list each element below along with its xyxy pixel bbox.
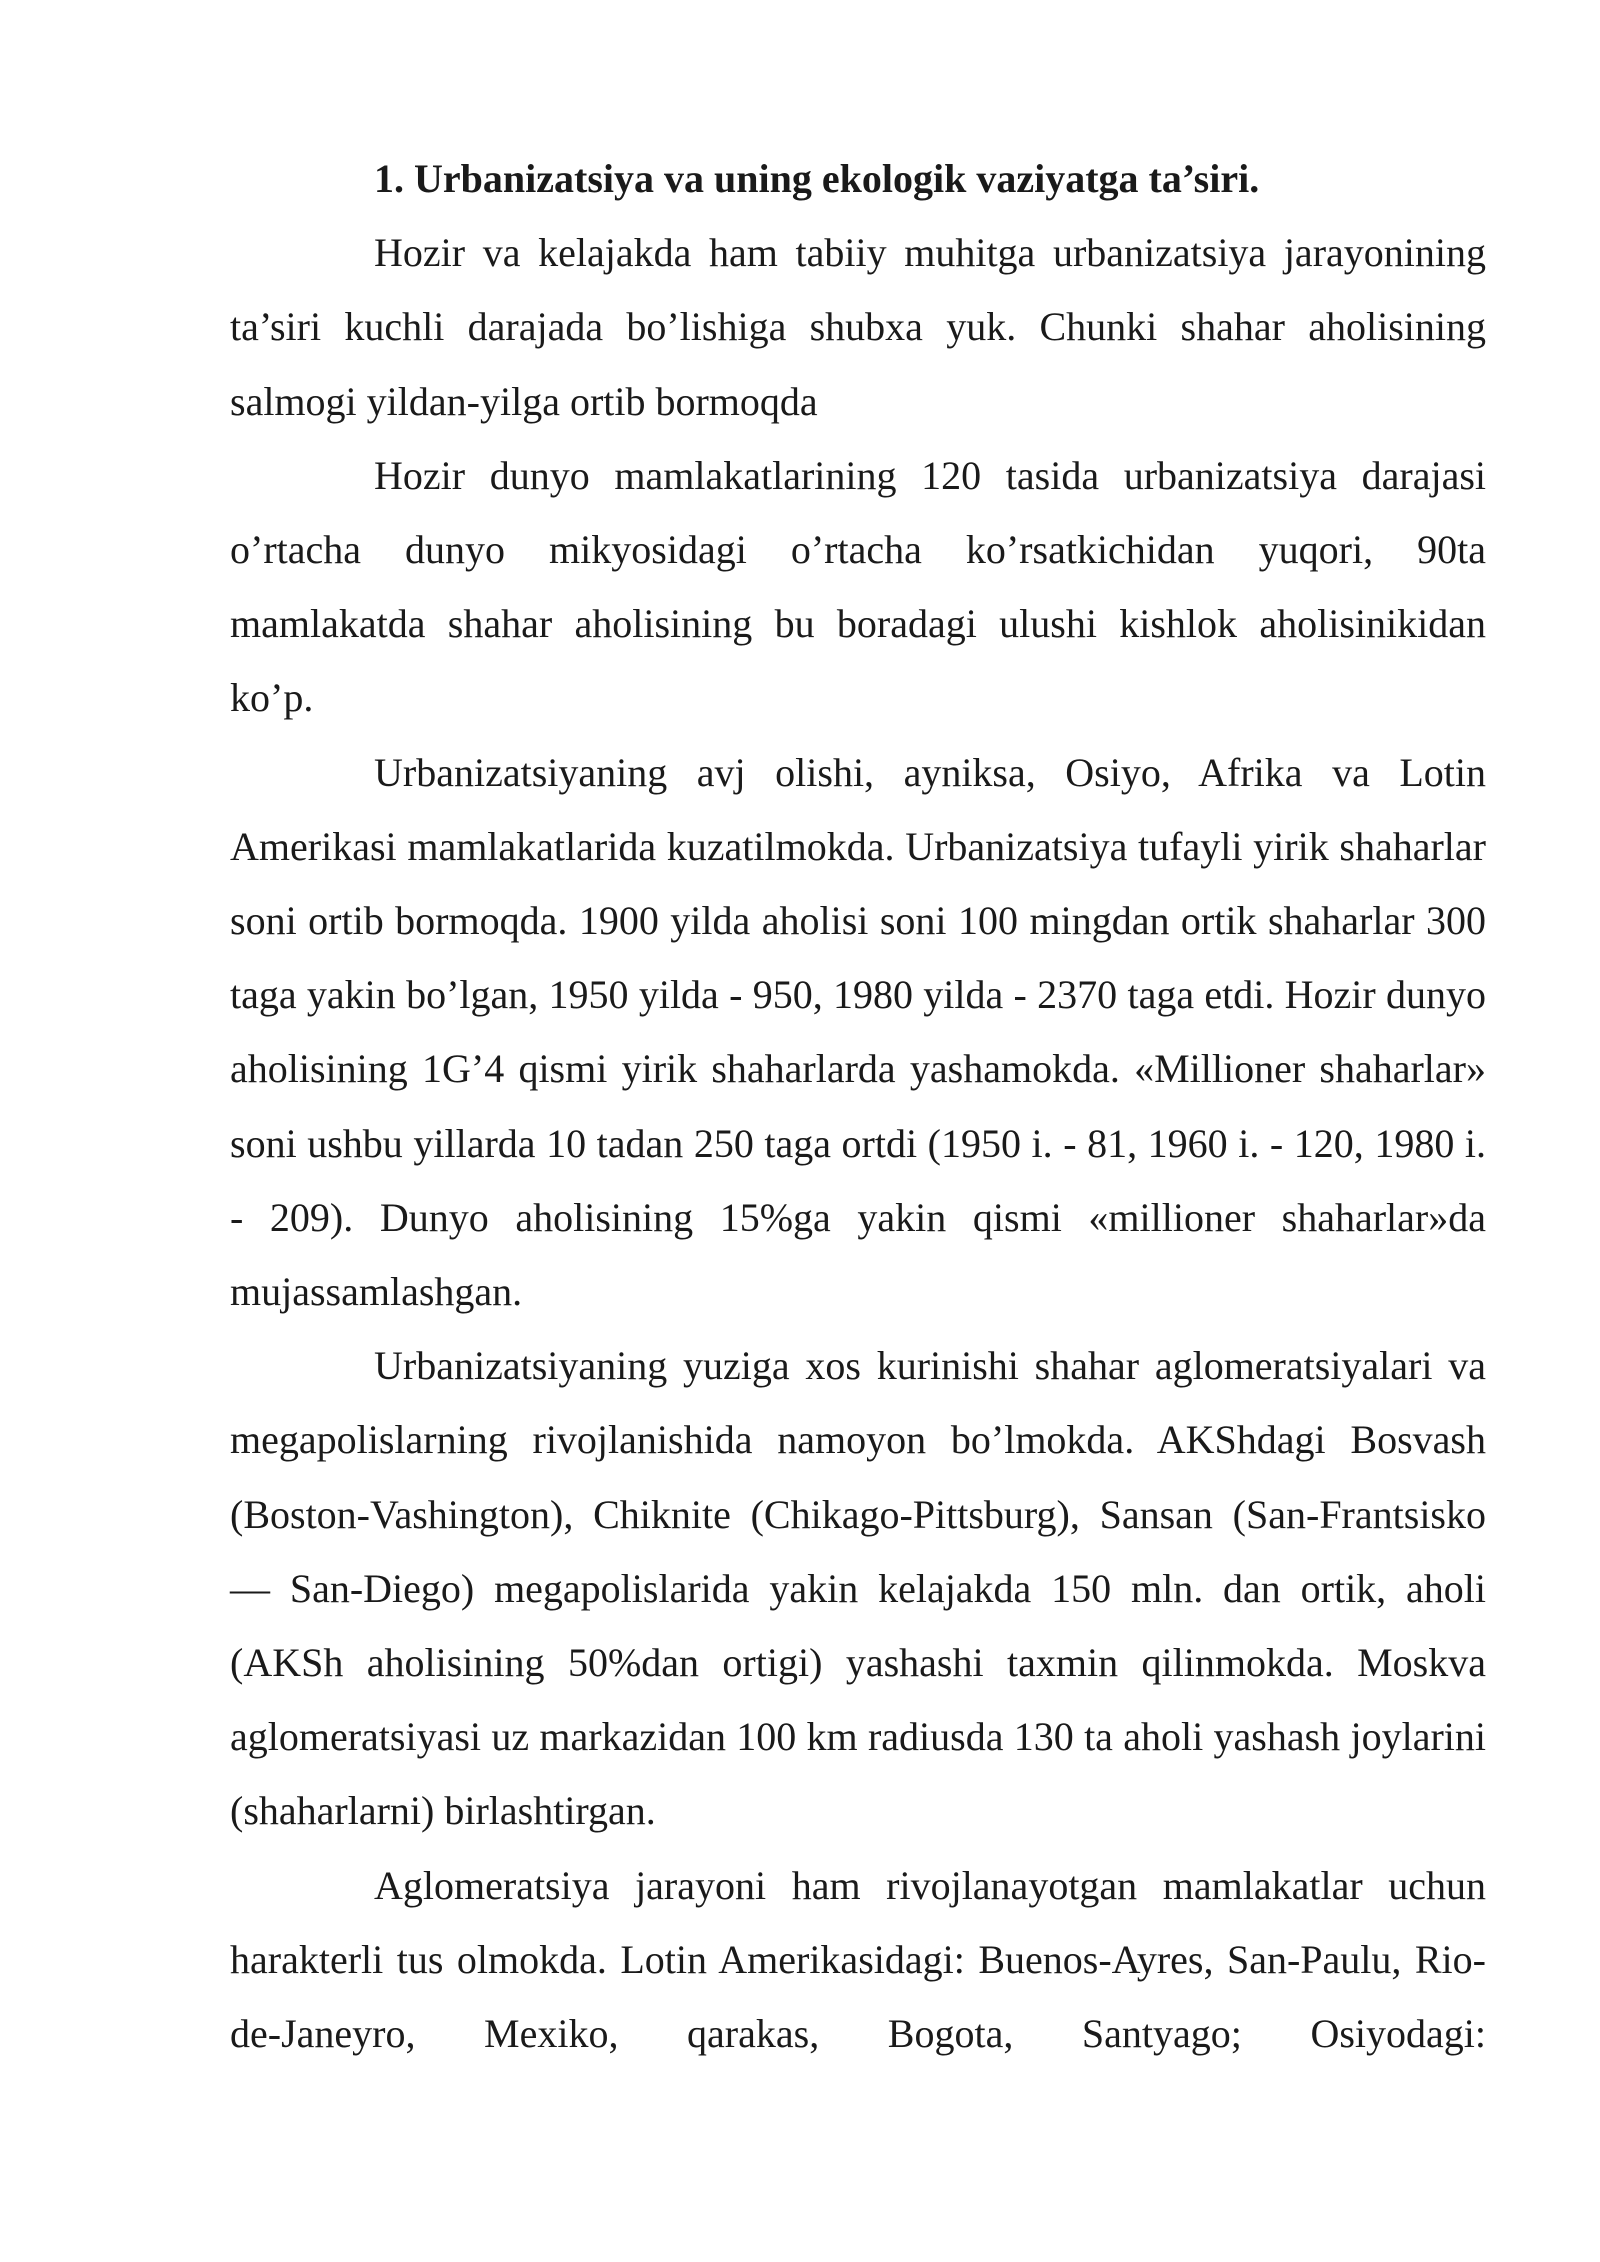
paragraph-2: Hozir dunyo mamlakatlarining 120 tasida urbanizatsiya darajasi o’rtacha dunyo mikyosidagi o’rtacha ko’rsatkichidan yuqori, 90ta mamlakatda shahar aholisining bu boradagi ulushi kishlok aholisinikidan ko’p. xyxy=(230,452,1486,721)
paragraph-1: Hozir va kelajakda ham tabiiy muhitga urbanizatsiya jarayonining ta’siri kuchli darajada bo’lishiga shubxa yuk. Chunki shahar aholisining salmogi yildan-yilga ortib bormoqda xyxy=(230,230,1486,424)
paragraph-4: Urbanizatsiyaning yuziga xos kurinishi shahar aglomeratsiyalari va megapolislarning rivojlanishida namoyon bo’lmokda. AKShdagi Bosvash (Boston-Vashington), Chiknite (Chikago-Pittsburg), Sansan (San-Frantsisko — San-Diego) megapolislarida yakin kelajakda 150 mln. dan ortik, aholi (AKSh aholisining 50%dan ortigi) yashashi taxmin qilinmokda. Moskva aglomeratsiyasi uz markazidan 100 km radiusda 130 ta aholi yashash joylarini (shaharlarni) birlashtirgan. xyxy=(230,1343,1486,1834)
document-body xyxy=(230,142,1486,2071)
paragraph-3: Urbanizatsiyaning avj olishi, ayniksa, Osiyo, Afrika va Lotin Amerikasi mamlakatlarida kuzatilmokda. Urbanizatsiya tufayli yirik shaharlar soni ortib bormoqda. 1900 yilda aholisi soni 100 mingdan ortik shaharlar 300 taga yakin bo’lgan, 1950 yilda - 950, 1980 yilda - 2370 taga etdi. Hozir dunyo aholisining 1G’4 qismi yirik shaharlarda yashamokda. «Millioner shaharlar» soni ushbu yillarda 10 tadan 250 taga ortdi (1950 i. - 81, 1960 i. - 120, 1980 i. - 209). Dunyo aholisining 15%ga yakin qismi «millioner shaharlar»da mujassamlashgan. xyxy=(230,749,1486,1315)
section-heading: 1. Urbanizatsiya va uning ekologik vaziyatga ta’siri. xyxy=(374,156,1260,201)
paragraph-5: Aglomeratsiya jarayoni ham rivojlanayotgan mamlakatlar uchun harakterli tus olmokda. Lotin Amerikasidagi: Buenos-Ayres, San-Paulu, Rio-de-Janeyro, Mexiko, qarakas, Bogota, Santyago; Osiyodagi: xyxy=(230,1862,1486,2057)
